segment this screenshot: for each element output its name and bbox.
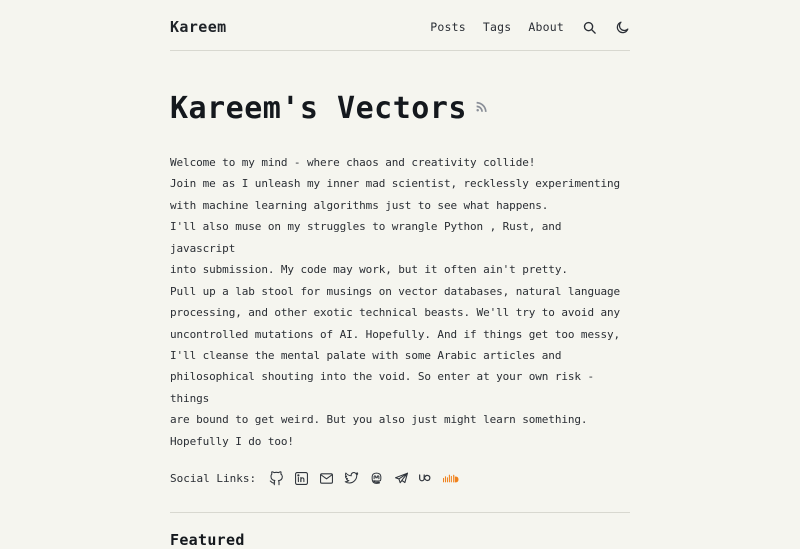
- moon-icon[interactable]: [614, 19, 630, 35]
- telegram-icon[interactable]: [393, 470, 409, 486]
- search-icon[interactable]: [581, 19, 597, 35]
- intro-line: into submission. My code may work, but it often ain't pretty.: [170, 263, 568, 277]
- intro-line: with machine learning algorithms just to see what happens.: [170, 198, 549, 212]
- nav-link-tags[interactable]: Tags: [482, 20, 512, 34]
- intro-line: philosophical shouting into the void. So enter at your own risk - things: [170, 370, 594, 405]
- intro-line: are bound to get weird. But you also just might learn something.: [170, 413, 588, 427]
- soundcloud-icon[interactable]: [443, 470, 459, 486]
- intro-line: Join me as I unleash my inner mad scientist, recklessly experimenting: [170, 177, 621, 191]
- site-brand[interactable]: Kareem: [170, 18, 227, 36]
- linkedin-icon[interactable]: [293, 470, 309, 486]
- primary-nav: [430, 19, 630, 35]
- intro-line: uncontrolled mutations of AI. Hopefully. And if things get too messy,: [170, 327, 621, 341]
- page-title-row: [170, 91, 630, 126]
- social-links: [170, 470, 630, 486]
- featured-divider: [170, 512, 630, 513]
- featured-heading: Featured: [170, 531, 245, 549]
- site-header: [170, 18, 630, 50]
- social-links-label: Social Links:: [170, 471, 257, 485]
- nav-link-posts[interactable]: Posts: [430, 20, 466, 34]
- intro-line: Pull up a lab stool for musings on vector databases, natural language: [170, 284, 621, 298]
- intro-line: Hopefully I do too!: [170, 434, 294, 448]
- rss-icon[interactable]: [475, 100, 488, 113]
- intro-line: I'll also muse on my struggles to wrangle Python , Rust, and javascript: [170, 220, 562, 255]
- intro-text: [170, 152, 630, 452]
- nav-link-about[interactable]: About: [528, 20, 564, 34]
- header-divider: [170, 50, 630, 51]
- intro-line: Welcome to my mind - where chaos and creativity collide!: [170, 156, 536, 169]
- content-container: [170, 0, 630, 549]
- github-icon[interactable]: [268, 470, 284, 486]
- upwork-icon[interactable]: [418, 470, 434, 486]
- page-title: Kareem's Vectors: [170, 91, 467, 126]
- mastodon-icon[interactable]: [368, 470, 384, 486]
- twitter-icon[interactable]: [343, 470, 359, 486]
- email-icon[interactable]: [318, 470, 334, 486]
- intro-line: processing, and other exotic technical beasts. We'll try to avoid any: [170, 306, 621, 320]
- intro-line: I'll cleanse the mental palate with some Arabic articles and: [170, 348, 562, 362]
